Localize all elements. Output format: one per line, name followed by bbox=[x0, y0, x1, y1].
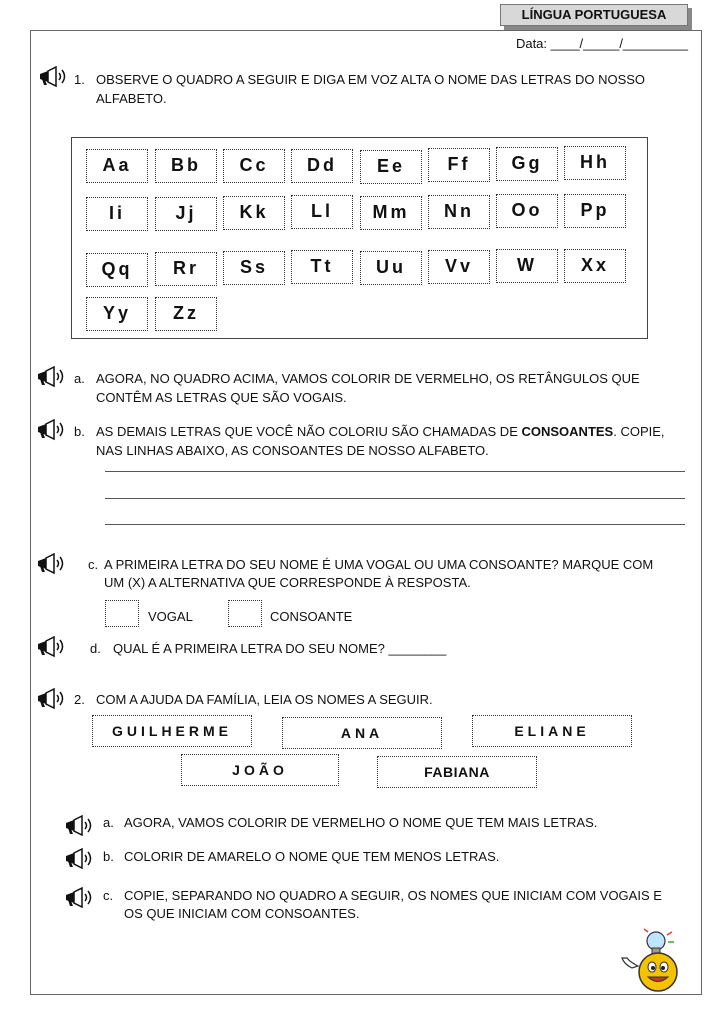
vogal-checkbox[interactable] bbox=[105, 600, 139, 627]
date-field[interactable]: Data: ____/_____/_________ bbox=[515, 36, 688, 51]
answer-line[interactable] bbox=[105, 524, 685, 525]
q1b-label: b. bbox=[74, 424, 85, 439]
letter-box[interactable]: Aa bbox=[86, 149, 148, 183]
q2-text: COM A AJUDA DA FAMÍLIA, LEIA OS NOMES A SEGUIR. bbox=[96, 692, 433, 707]
letter-box[interactable]: Hh bbox=[564, 146, 626, 180]
name-box[interactable]: JOÃO bbox=[181, 754, 339, 786]
q1b-line1 bbox=[96, 422, 665, 441]
letter-box[interactable]: Rr bbox=[155, 252, 217, 286]
q1a-label: a. bbox=[74, 371, 85, 386]
q1-text-line2: ALFABETO. bbox=[96, 91, 167, 106]
q1a-line2: CONTÊM AS LETRAS QUE SÃO VOGAIS. bbox=[96, 390, 347, 405]
letter-box[interactable]: Dd bbox=[291, 149, 353, 183]
letter-box[interactable]: Vv bbox=[428, 250, 490, 284]
q1d-text: QUAL É A PRIMEIRA LETRA DO SEU NOME? ________ bbox=[113, 641, 447, 656]
q2a-text: AGORA, VAMOS COLORIR DE VERMELHO O NOME QUE TEM MAIS LETRAS. bbox=[124, 815, 598, 830]
q2c-line2: OS QUE INICIAM COM CONSOANTES. bbox=[124, 906, 360, 921]
q2b-text: COLORIR DE AMARELO O NOME QUE TEM MENOS LETRAS. bbox=[124, 849, 500, 864]
answer-line[interactable] bbox=[105, 471, 685, 472]
letter-box[interactable]: Ff bbox=[428, 148, 490, 182]
name-box[interactable]: GUILHERME bbox=[92, 715, 252, 747]
letter-box[interactable]: Bb bbox=[155, 149, 217, 183]
letter-box[interactable]: Nn bbox=[428, 195, 490, 229]
letter-box[interactable]: Pp bbox=[564, 194, 626, 228]
letter-box[interactable]: Tt bbox=[291, 250, 353, 284]
letter-box[interactable]: W bbox=[496, 249, 558, 283]
q2b-label: b. bbox=[103, 849, 114, 864]
megaphone-icon bbox=[36, 636, 66, 658]
letter-box[interactable]: Ee bbox=[360, 150, 422, 184]
letter-box[interactable]: Ii bbox=[86, 197, 148, 231]
subject-badge: LÍNGUA PORTUGUESA bbox=[500, 4, 688, 26]
megaphone-icon bbox=[64, 848, 94, 870]
megaphone-icon bbox=[36, 688, 66, 710]
letter-box[interactable]: Kk bbox=[223, 196, 285, 230]
q1-text-line1: OBSERVE O QUADRO A SEGUIR E DIGA EM VOZ ALTA O NOME DAS LETRAS DO NOSSO bbox=[96, 72, 646, 87]
letter-box[interactable]: Oo bbox=[496, 194, 558, 228]
megaphone-icon bbox=[36, 366, 66, 388]
letter-box[interactable]: Yy bbox=[86, 297, 148, 331]
name-box[interactable]: ELIANE bbox=[472, 715, 632, 747]
q1b-line1-post: . COPIE, bbox=[613, 424, 665, 439]
letter-box[interactable]: Jj bbox=[155, 197, 217, 231]
q2c-label: c. bbox=[103, 888, 114, 903]
letter-box[interactable]: Gg bbox=[496, 147, 558, 181]
q2c-line1: COPIE, SEPARANDO NO QUADRO A SEGUIR, OS NOMES QUE INICIAM COM VOGAIS E bbox=[124, 888, 662, 903]
q1c-label: c. bbox=[88, 557, 99, 572]
consoante-checkbox[interactable] bbox=[228, 600, 262, 627]
letter-box[interactable]: Xx bbox=[564, 249, 626, 283]
q1d-label: d. bbox=[90, 641, 101, 656]
q1b-line1-bold: CONSOANTES bbox=[521, 424, 614, 439]
letter-box[interactable]: Ll bbox=[291, 195, 353, 229]
letter-box[interactable]: Mm bbox=[360, 196, 422, 230]
q1a-line1: AGORA, NO QUADRO ACIMA, VAMOS COLORIR DE VERMELHO, OS RETÂNGULOS QUE bbox=[96, 371, 640, 386]
smiley-lightbulb-icon bbox=[612, 928, 684, 994]
letter-box[interactable]: Uu bbox=[360, 251, 422, 285]
megaphone-icon bbox=[64, 815, 94, 837]
vogal-label: VOGAL bbox=[148, 609, 193, 624]
letter-box[interactable]: Qq bbox=[86, 253, 148, 287]
letter-box[interactable]: Ss bbox=[223, 251, 285, 285]
answer-line[interactable] bbox=[105, 498, 685, 499]
q1b-line1-pre: AS DEMAIS LETRAS QUE VOCÊ NÃO COLORIU SÃO CHAMADAS DE bbox=[96, 424, 518, 439]
q1-number: 1. bbox=[74, 72, 85, 87]
megaphone-icon bbox=[38, 66, 68, 88]
letter-box[interactable]: Zz bbox=[155, 297, 217, 331]
name-box[interactable]: ANA bbox=[282, 717, 442, 749]
q1c-line2: UM (X) A ALTERNATIVA QUE CORRESPONDE À RESPOSTA. bbox=[104, 575, 471, 590]
megaphone-icon bbox=[36, 553, 66, 575]
letter-box[interactable]: Cc bbox=[223, 149, 285, 183]
name-box[interactable]: FABIANA bbox=[377, 756, 537, 788]
q2-number: 2. bbox=[74, 692, 85, 707]
megaphone-icon bbox=[36, 419, 66, 441]
q1b-line2: NAS LINHAS ABAIXO, AS CONSOANTES DE NOSSO ALFABETO. bbox=[96, 443, 489, 458]
consoante-label: CONSOANTE bbox=[270, 609, 353, 624]
megaphone-icon bbox=[64, 887, 94, 909]
q1c-line1: A PRIMEIRA LETRA DO SEU NOME É UMA VOGAL OU UMA CONSOANTE? MARQUE COM bbox=[104, 557, 654, 572]
q2a-label: a. bbox=[103, 815, 114, 830]
